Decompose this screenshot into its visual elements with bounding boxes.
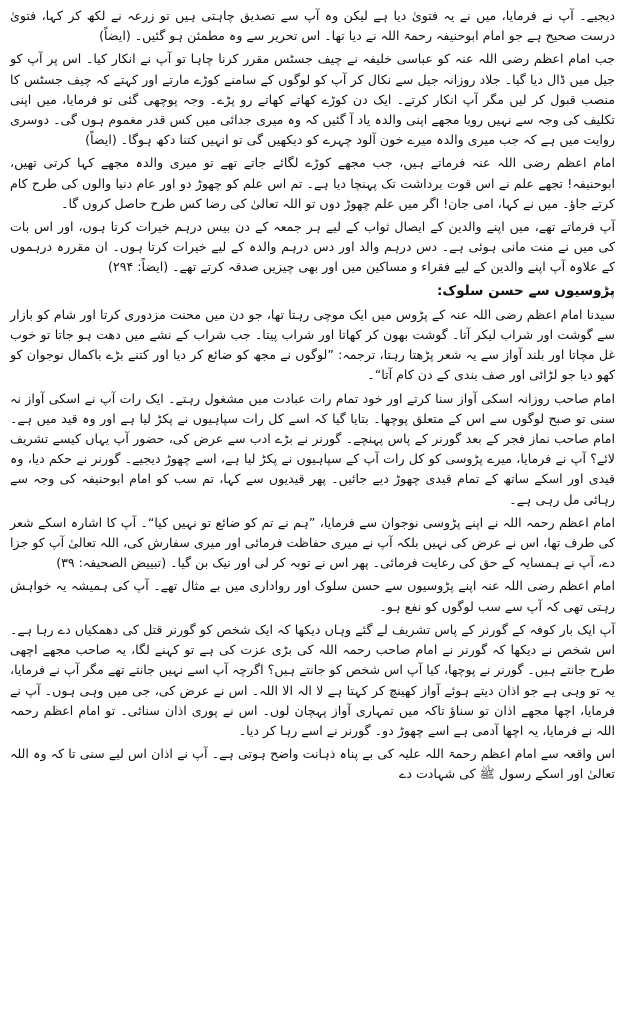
- paragraph-mother-knowledge: امام اعظم رضی اللہ عنہ فرماتے ہیں، جب مجھے کوڑے لگائے جاتے تھے تو میری والدہ مجھے کہا کرتی تھیں، ابوحنیفہ! تجھے علم نے اس قوت برداشت تک پہنچا دیا ہے۔ تم اس علم کو چھوڑ دو اور عام دنیا والوں کی طرح کام کرتے جاؤ۔ میں نے کہا، امی جان! اگر میں علم چھوڑ دوں تو اللہ تعالیٰ کی رضا کس طرح حاصل کروں گا۔: [10, 155, 615, 211]
- paragraph-neighbor-repentance: امام اعظم رحمہ اللہ نے اپنے پڑوسی نوجوان سے فرمایا، ”ہم نے تم کو ضائع تو نہیں کیا“۔ آپ کا اشارہ اسکے شعر کی طرف تھا، اس نے عرض کی نہیں بلکہ آپ نے میری حفاظت فرمائی اور میری سفارش کی، اللہ تعالیٰ آپ کو جزا دے، آپ نے ہمسایہ کے حق کی رعایت فرمائی۔ پھر اس نے توبہ کر لی اور نیک بن گیا۔ (تبییض الصحیفہ: ۳۹): [10, 514, 615, 571]
- paragraph-fatwa-response: دیجیے۔ آپ نے فرمایا، میں نے یہ فتویٰ دیا ہے لیکن وہ آپ سے تصدیق چاہتی ہیں تو زرعہ نے لکھ کر کہا، فتویٰ درست صحیح ہے جو امام ابوحنیفہ رحمۃ اللہ نے دیا تھا۔ اس تحریر سے وہ مطمئن ہو گئیں۔ (ایضاً): [10, 8, 615, 44]
- paragraph-night-worship: امام صاحب روزانہ اسکی آواز سنا کرتے اور خود تمام رات عبادت میں مشغول رہتے۔ ایک رات آپ نے اسکی آواز نہ سنی تو صبح لوگوں سے اس کے متعلق پوچھا۔ بتایا گیا کہ اسے کل رات سپاہیوں نے پکڑ لیا ہے اور وہ قید میں ہے۔ امام صاحب نماز فجر کے بعد گورنر کے پاس پہنچے۔ گورنر نے بڑے ادب سے عرض کی، حضور آپ یہاں کیسے تشریف لائے؟ آپ نے فرمایا، میرے پڑوسی کو کل رات آپ کے سپاہیوں نے پکڑ لیا ہے، اسے چھوڑ دیجیے۔ گورنر نے حکم دیا، وہ قیدی اور اسکے ساتھ کے تمام قیدی چھوڑ دیے جائیں۔ پھر قیدیوں سے کہا، تم سب کو امام ابوحنیفہ کی وجہ سے رہائی مل رہی ہے۔: [10, 390, 615, 507]
- paragraph-good-conduct: امام اعظم رضی اللہ عنہ اپنے پڑوسیوں سے حسن سلوک اور رواداری میں بے مثال تھے۔ آپ کی ہمیشہ یہ خواہش رہتی تھی کہ آپ سے سب لوگوں کو نفع ہو۔: [10, 578, 615, 614]
- paragraph-cobbler-neighbor: سیدنا امام اعظم رضی اللہ عنہ کے پڑوس میں ایک موچی رہتا تھا، جو دن میں محنت مزدوری کرتا اور شام کو بازار سے گوشت اور شراب لیکر آتا۔ گوشت بھون کر کھاتا اور شراب پیتا۔ جب شراب کے نشے میں دھت ہو جاتا تو خوب غل مچاتا اور بلند آواز سے یہ شعر پڑھتا رہتا، ترجمہ: ”لوگوں نے مجھ کو ضائع کر دیا اور کتنے بڑے باکمال نوجوان کو کھو دیا جو لڑائی اور صف بندی کے دن کام آتا“۔: [10, 306, 615, 383]
- paragraph-chief-justice-refusal: جب امام اعظم رضی اللہ عنہ کو عباسی خلیفہ نے چیف جسٹس مقرر کرنا چاہا تو آپ نے انکار کیا۔ اس پر آپ کو جیل میں ڈال دیا گیا۔ جلاد روزانہ جیل سے نکال کر آپ کو لوگوں کے سامنے کوڑے مارتے اور کہتے کہ چیف جسٹس کا منصب قبول کر لیں مگر آپ انکار کرتے۔ ایک دن کوڑے کھاتے کھاتے رو پڑے۔ وجہ پوچھی گئی تو فرمایا، میں اپنی تکلیف کی وجہ سے نہیں رویا مجھے اپنی والدہ یاد آ گئیں کہ وہ میری جدائی میں کس قدر مغموم ہوں گی۔ دوسری روایت میں ہے کہ جب میری والدہ میرے خون آلود چہرے کو دیکھیں گی تو انہیں کتنا دکھ ہوگا۔ (ایضاً): [10, 51, 615, 148]
- paragraph-muezzin-story: آپ ایک بار کوفہ کے گورنر کے پاس تشریف لے گئے وہاں دیکھا کہ ایک شخص کو گورنر قتل کی دھمکیاں دے رہا ہے۔ اس شخص نے دیکھا کہ گورنر نے امام صاحب رحمہ اللہ کی بڑی عزت کی ہے تو کہنے لگا، یہ صاحب مجھے اچھی طرح جانتے ہیں۔ گورنر نے پوچھا، کیا آپ اس شخص کو جانتے ہیں؟ اگرچہ آپ اسے نہیں جانتے تھے مگر آپ نے فرمایا، یہ تو وہی ہے جو اذان دیتے ہوئے آواز کھینچ کر کہتا ہے لا الہ الا اللہ۔ اس نے عرض کی، جی میں وہی ہوں۔ آپ نے فرمایا، اچھا مجھے اذان تو سناؤ تاکہ میں تمہاری آواز پہچان لوں۔ اس نے پوری اذان سنائی۔ تو امام اعظم رحمہ اللہ نے فرمایا، یہ اچھا آدمی ہے اسے چھوڑ دو۔ گورنر نے اسے رہا کر دیا۔: [10, 621, 615, 738]
- paragraph-conclusion: اس واقعہ سے امام اعظم رحمۃ اللہ علیہ کی بے پناہ ذہانت واضح ہوتی ہے۔ آپ نے اذان اس لیے سنی تا کہ وہ اللہ تعالیٰ اور اسکے رسول ﷺ کی شہادت دے: [10, 746, 615, 782]
- section-heading-neighbors: پڑوسیوں سے حسن سلوک:: [436, 282, 615, 299]
- paragraph-charity-for-parents: آپ فرماتے تھے، میں اپنے والدین کے ایصال ثواب کے لیے ہر جمعہ کے دن بیس درہم خیرات کرتا ہوں، اور اس بات کی میں نے منت مانی ہوئی ہے۔ دس درہم والد اور دس درہم والدہ کے لیے خیرات کرتا ہوں۔ ان مقررہ درہموں کے علاوہ آپ اپنے والدین کے لیے فقراء و مساکین میں اور بھی چیزیں صدقہ کرتے تھے۔ (ایضاً: ۲۹۴): [10, 219, 615, 275]
